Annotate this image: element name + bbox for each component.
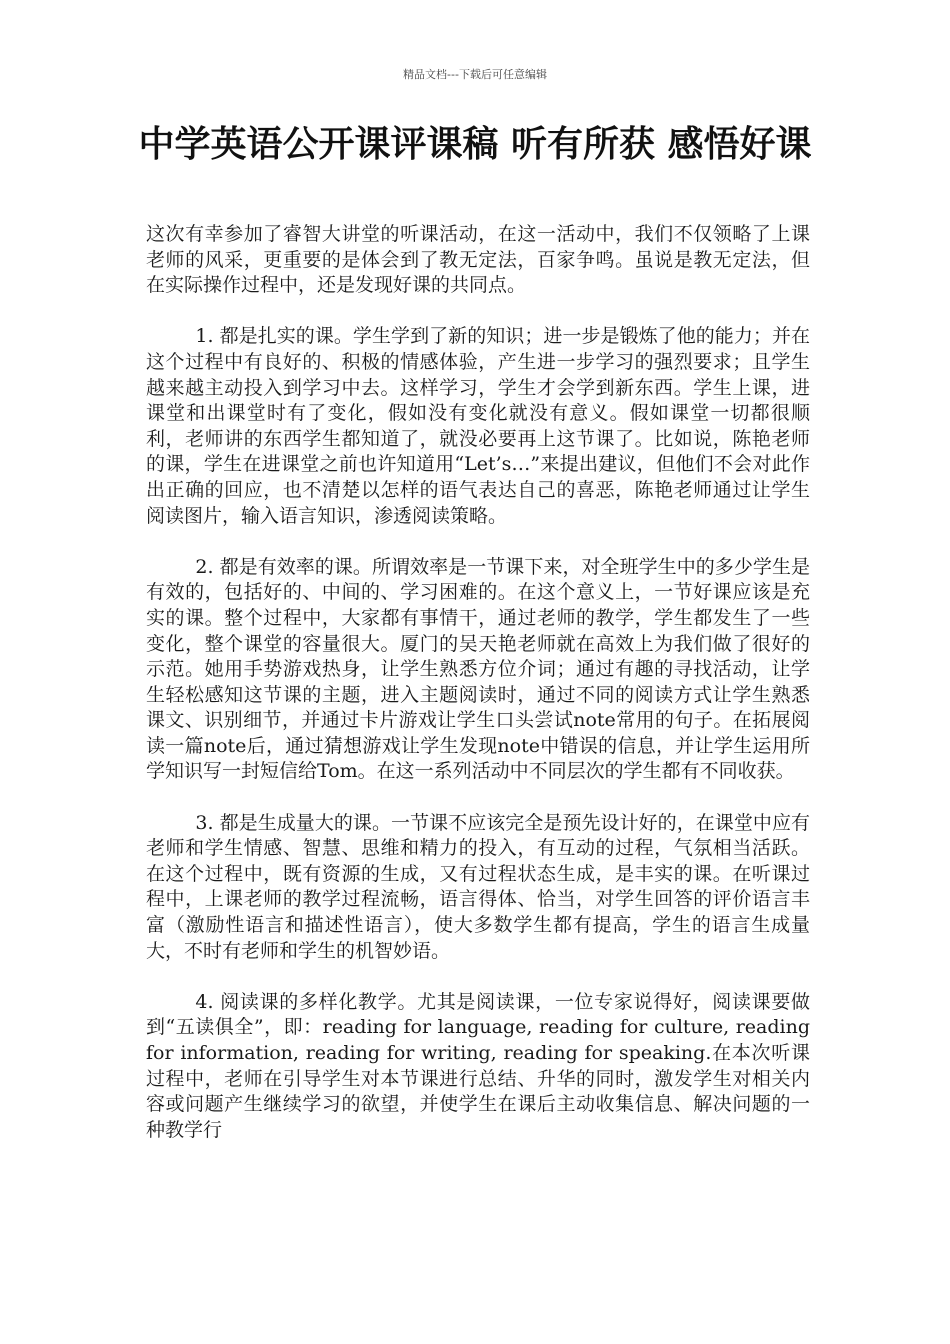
point-4-paragraph: 4. 阅读课的多样化教学。尤其是阅读课，一位专家说得好，阅读课要做到“五读俱全”，即：reading for language, reading for culture, reading for information, reading for writing, reading for speaking.在本次听课过程中，老师在引导学生对本节课进行总结、升华的同时，激发学生对相关内容或问题产生继续学习的欲望，并使学生在课后主动收集信息、解决问题的一种教学行 [146,990,810,1141]
document-header-note: 精品文档---下载后可任意编辑 [403,68,547,81]
paragraph-gap [146,785,810,811]
intro-paragraph: 这次有幸参加了睿智大讲堂的听课活动，在这一活动中，我们不仅领略了上课老师的风采，更重要的是体会到了教无定法，百家争鸣。虽说是教无定法，但在实际操作过程中，还是发现好课的共同点。 [146,223,810,297]
document-title: 中学英语公开课评课稿 听有所获 感悟好课 [138,124,812,165]
point-3-paragraph: 3. 都是生成量大的课。一节课不应该完全是预先设计好的，在课堂中应有老师和学生情感、智慧、思维和精力的投入，有互动的过程，气氛相当活跃。在这个过程中，既有资源的生成，又有过程状态生成，是丰实的课。在听课过程中，上课老师的教学过程流畅，语言得体、恰当，对学生回答的评价语言丰富（激励性语言和描述性语言），使大多数学生都有提高，学生的语言生成量大，不时有老师和学生的机智妙语。 [146,811,810,962]
document-body [146,222,810,1143]
paragraph-gap [146,964,810,990]
paragraph-gap [146,529,810,555]
point-2-paragraph: 2. 都是有效率的课。所谓效率是一节课下来，对全班学生中的多少学生是有效的，包括好的、中间的、学习困难的。在这个意义上，一节好课应该是充实的课。整个过程中，大家都有事情干，通过老师的教学，学生都发生了一些变化，整个课堂的容量很大。厦门的吴天艳老师就在高效上为我们做了很好的示范。她用手势游戏热身，让学生熟悉方位介词；通过有趣的寻找活动，让学生轻松感知这节课的主题，进入主题阅读时，通过不同的阅读方式让学生熟悉课文、识别细节，并通过卡片游戏让学生口头尝试note常用的句子。在拓展阅读一篇note后，通过猜想游戏让学生发现note中错误的信息，并让学生运用所学知识写一封短信给Tom。在这一系列活动中不同层次的学生都有不同收获。 [146,555,810,783]
point-1-paragraph: 1. 都是扎实的课。学生学到了新的知识；进一步是锻炼了他的能力；并在这个过程中有良好的、积极的情感体验，产生进一步学习的强烈要求；且学生越来越主动投入到学习中去。这样学习，学生才会学到新东西。学生上课，进课堂和出课堂时有了变化，假如没有变化就没有意义。假如课堂一切都很顺利，老师讲的东西学生都知道了，就没必要再上这节课了。比如说，陈艳老师的课，学生在进课堂之前也许知道用“Let’s…”来提出建议，但他们不会对此作出正确的回应，也不清楚以怎样的语气表达自己的喜恶，陈艳老师通过让学生阅读图片，输入语言知识，渗透阅读策略。 [146,325,810,527]
paragraph-gap [146,299,810,325]
